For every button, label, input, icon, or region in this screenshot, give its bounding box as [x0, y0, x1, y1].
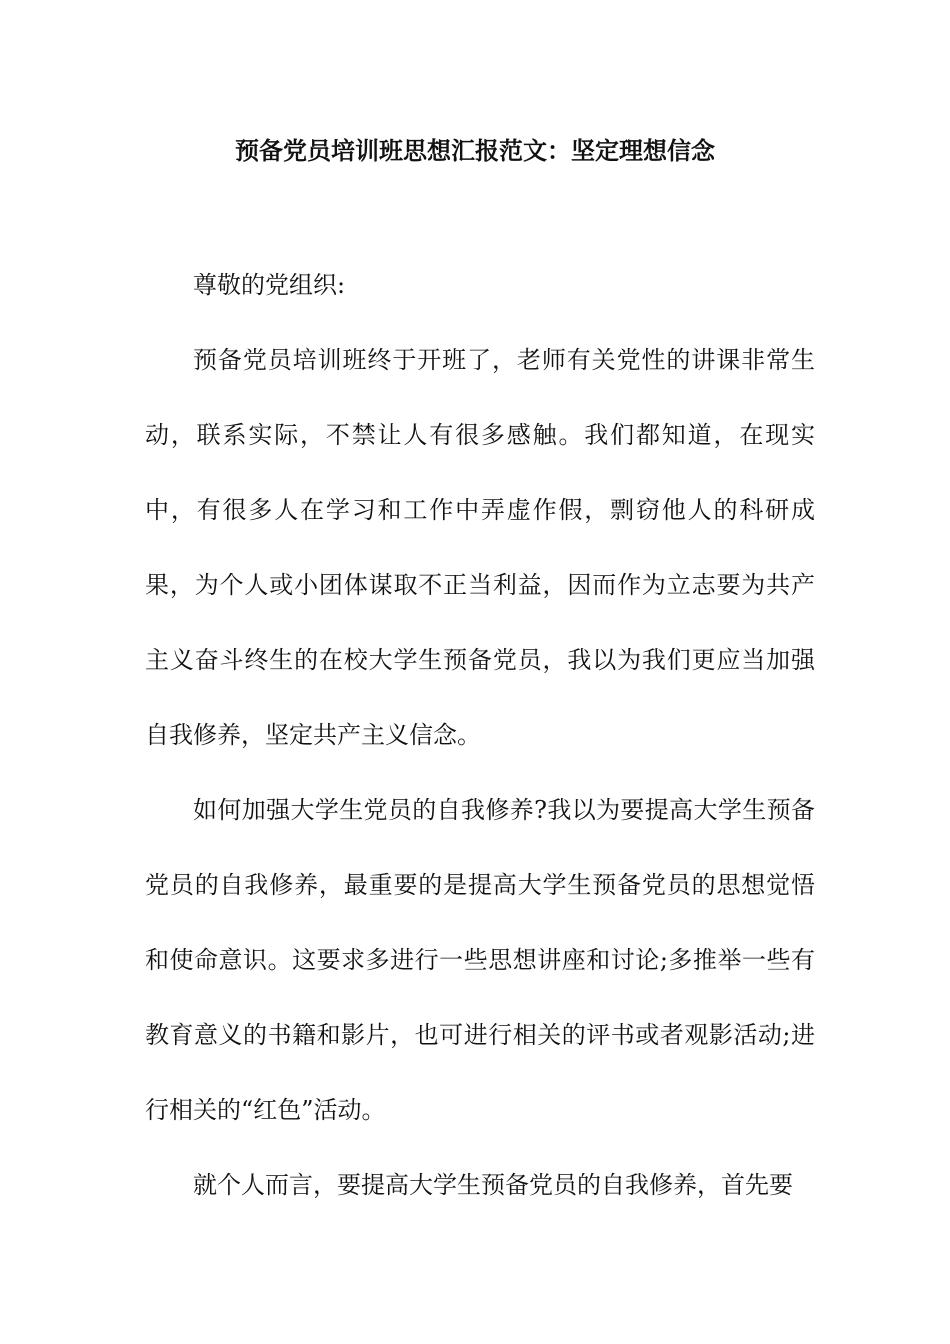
paragraph-2: 如何加强大学生党员的自我修养?我以为要提高大学生预备党员的自我修养，最重要的是提高大学生预备党员的思想觉悟和使命意识。这要求多进行一些思想讲座和讨论;多推举一些有教育意义的书籍和影片，也可进行相关的评书或者观影活动;进行相关的“红色”活动。: [145, 796, 815, 1124]
document-title: 预备党员培训班思想汇报范文：坚定理想信念: [235, 136, 715, 165]
paragraph-3: 就个人而言，要提高大学生预备党员的自我修养，首先要: [193, 1171, 793, 1199]
paragraph-1: 预备党员培训班终于开班了，老师有关党性的讲课非常生动，联系实际，不禁让人有很多感触。我们都知道，在现实中，有很多人在学习和工作中弄虚作假，剽窃他人的科研成果，为个人或小团体谋取不正当利益，因而作为立志要为共产主义奋斗终生的在校大学生预备党员，我以为我们更应当加强自我修养，坚定共产主义信念。: [145, 346, 815, 749]
document-body: [145, 248, 815, 1223]
salutation: 尊敬的党组织:: [193, 271, 346, 299]
